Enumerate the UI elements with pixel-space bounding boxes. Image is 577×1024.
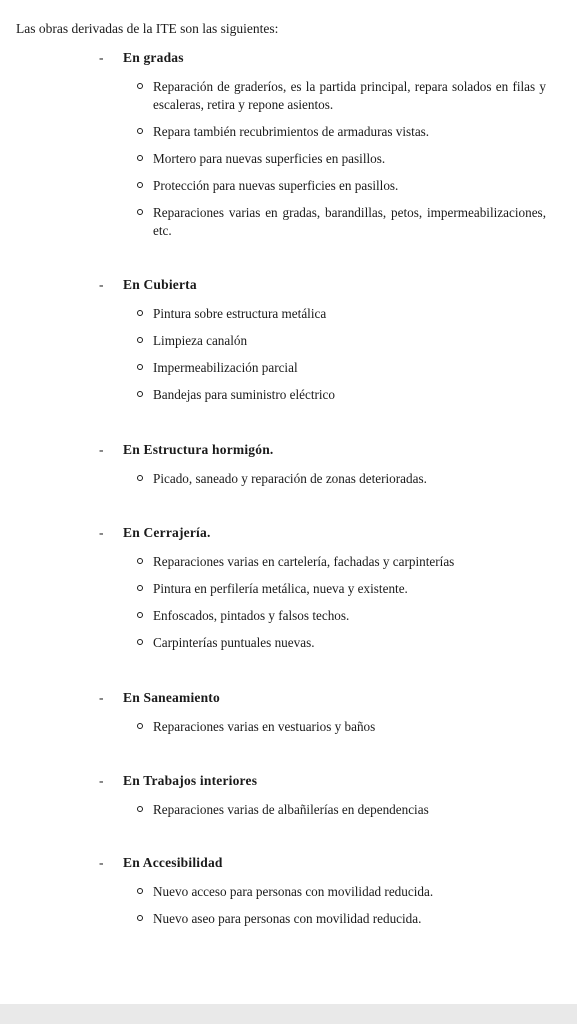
item-text: Mortero para nuevas superficies en pasillos. <box>153 151 386 166</box>
list-item <box>0 359 577 377</box>
section-heading <box>0 689 577 707</box>
section-heading <box>0 49 577 67</box>
item-text: Reparación de graderíos, es la partida principal, repara solados en filas y escaleras, retira y repone asientos. <box>153 79 546 112</box>
circle-bullet-icon <box>137 806 143 812</box>
list-item <box>0 332 577 350</box>
list-item <box>0 78 577 114</box>
item-text: Repara también recubrimientos de armaduras vistas. <box>153 124 430 139</box>
section-title: En Cerrajería. <box>123 525 211 540</box>
section-heading <box>0 441 577 459</box>
dash-marker: - <box>99 855 104 870</box>
item-list <box>0 718 577 736</box>
section-title: En Trabajos interiores <box>123 773 258 788</box>
list-item <box>0 634 577 652</box>
list-item <box>0 883 577 901</box>
item-text: Reparaciones varias de albañilerías en dependencias <box>153 802 429 817</box>
item-list <box>0 801 577 819</box>
list-item <box>0 607 577 625</box>
item-text: Nuevo aseo para personas con movilidad reducida. <box>153 911 422 926</box>
circle-bullet-icon <box>137 475 143 481</box>
list-item <box>0 386 577 404</box>
item-list <box>0 553 577 652</box>
circle-bullet-icon <box>137 155 143 161</box>
item-text: Carpinterías puntuales nuevas. <box>153 635 315 650</box>
section-title: En Cubierta <box>123 277 197 292</box>
list-item <box>0 123 577 141</box>
item-list <box>0 470 577 488</box>
dash-marker: - <box>99 277 104 292</box>
item-text: Reparaciones varias en gradas, barandillas, petos, impermeabilizaciones, etc. <box>153 205 546 238</box>
section-accesibilidad <box>0 854 577 937</box>
section-heading <box>0 276 577 294</box>
section-title: En Accesibilidad <box>123 855 223 870</box>
list-item <box>0 150 577 168</box>
page-bottom-edge <box>0 1004 577 1024</box>
item-text: Reparaciones varias en vestuarios y baños <box>153 719 376 734</box>
dash-marker: - <box>99 690 104 705</box>
list-item <box>0 470 577 488</box>
list-item <box>0 910 577 928</box>
list-item <box>0 177 577 195</box>
section-trabajos-interiores <box>0 772 577 828</box>
item-text: Protección para nuevas superficies en pasillos. <box>153 178 399 193</box>
section-cubierta <box>0 276 577 413</box>
circle-bullet-icon <box>137 310 143 316</box>
intro-text: Las obras derivadas de la ITE son las siguientes: <box>16 21 279 36</box>
circle-bullet-icon <box>137 558 143 564</box>
section-title: En gradas <box>123 50 184 65</box>
circle-bullet-icon <box>137 915 143 921</box>
circle-bullet-icon <box>137 585 143 591</box>
list-item <box>0 553 577 571</box>
dash-marker: - <box>99 50 104 65</box>
circle-bullet-icon <box>137 182 143 188</box>
item-text: Reparaciones varias en cartelería, fachadas y carpinterías <box>153 554 455 569</box>
section-heading <box>0 524 577 542</box>
circle-bullet-icon <box>137 364 143 370</box>
circle-bullet-icon <box>137 888 143 894</box>
circle-bullet-icon <box>137 83 143 89</box>
circle-bullet-icon <box>137 128 143 134</box>
section-heading <box>0 772 577 790</box>
section-estructura-hormigon <box>0 441 577 497</box>
item-list <box>0 883 577 928</box>
circle-bullet-icon <box>137 612 143 618</box>
list-item <box>0 718 577 736</box>
list-item <box>0 801 577 819</box>
section-cerrajeria <box>0 524 577 661</box>
list-item <box>0 580 577 598</box>
circle-bullet-icon <box>137 337 143 343</box>
section-saneamiento <box>0 689 577 745</box>
section-gradas <box>0 49 577 249</box>
item-text: Enfoscados, pintados y falsos techos. <box>153 608 350 623</box>
dash-marker: - <box>99 773 104 788</box>
item-text: Pintura en perfilería metálica, nueva y existente. <box>153 581 408 596</box>
item-list <box>0 305 577 404</box>
dash-marker: - <box>99 525 104 540</box>
dash-marker: - <box>99 442 104 457</box>
item-text: Picado, saneado y reparación de zonas deterioradas. <box>153 471 427 486</box>
item-text: Pintura sobre estructura metálica <box>153 306 327 321</box>
circle-bullet-icon <box>137 209 143 215</box>
circle-bullet-icon <box>137 723 143 729</box>
section-title: En Estructura hormigón. <box>123 442 274 457</box>
item-list <box>0 78 577 240</box>
list-item <box>0 204 577 240</box>
item-text: Bandejas para suministro eléctrico <box>153 387 335 402</box>
section-title: En Saneamiento <box>123 690 220 705</box>
list-item <box>0 305 577 323</box>
section-heading <box>0 854 577 872</box>
item-text: Impermeabilización parcial <box>153 360 298 375</box>
item-text: Nuevo acceso para personas con movilidad reducida. <box>153 884 434 899</box>
circle-bullet-icon <box>137 639 143 645</box>
item-text: Limpieza canalón <box>153 333 248 348</box>
circle-bullet-icon <box>137 391 143 397</box>
